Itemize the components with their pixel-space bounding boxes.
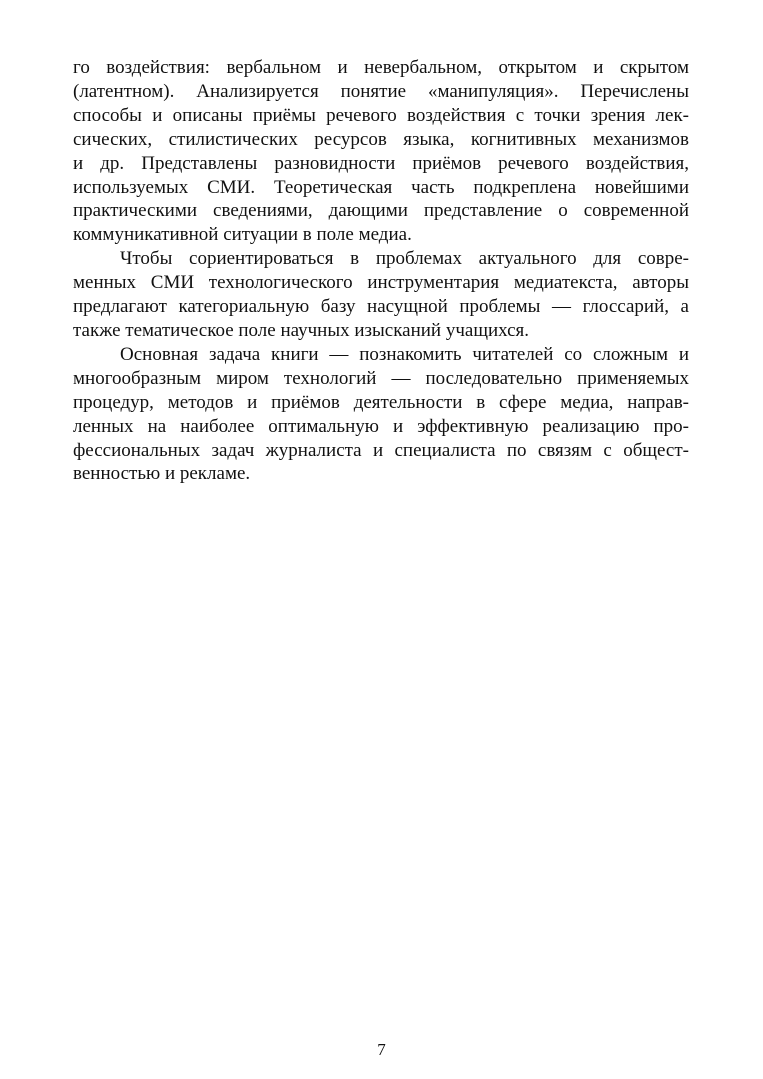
- text-line: процедур, методов и приёмов деятельности в сфере медиа, направ-: [73, 391, 689, 413]
- text-line: также тематическое поле научных изысканий учащихся.: [73, 319, 529, 341]
- text-line: Чтобы сориентироваться в проблемах актуального для совре-: [120, 248, 689, 270]
- text-line: Основная задача книги — познакомить читателей со сложным и: [120, 343, 689, 365]
- text-line: используемых СМИ. Теоретическая часть подкреплена новейшими: [73, 176, 689, 198]
- text-line: го воздействия: вербальном и невербальном, открытом и скрытом: [73, 57, 689, 78]
- text-line: ленных на наиболее оптимальную и эффективную реализацию про-: [73, 415, 689, 437]
- page-number: 7: [377, 1040, 386, 1059]
- text-line: способы и описаны приёмы речевого воздействия с точки зрения лек-: [73, 104, 689, 126]
- body-text: [73, 56, 689, 486]
- text-line: и др. Представлены разновидности приёмов речевого воздействия,: [73, 152, 689, 174]
- text-line: практическими сведениями, дающими представление о современной: [73, 200, 689, 222]
- text-line: (латентном). Анализируется понятие «манипуляция». Перечислены: [73, 80, 689, 102]
- text-line: менных СМИ технологического инструментария медиатекста, авторы: [73, 272, 689, 294]
- text-line: коммуникативной ситуации в поле медиа.: [73, 224, 412, 246]
- text-line: фессиональных задач журналиста и специалиста по связям с общест-: [73, 439, 689, 461]
- text-line: венностью и рекламе.: [73, 463, 251, 485]
- paragraph-3: [73, 343, 689, 486]
- text-line: предлагают категориальную базу насущной проблемы — глоссарий, а: [73, 296, 689, 318]
- paragraph-1: [73, 56, 689, 247]
- text-line: сических, стилистических ресурсов языка, когнитивных механизмов: [73, 128, 689, 150]
- text-line: многообразным миром технологий — последовательно применяемых: [73, 367, 689, 389]
- paragraph-2: [73, 247, 689, 343]
